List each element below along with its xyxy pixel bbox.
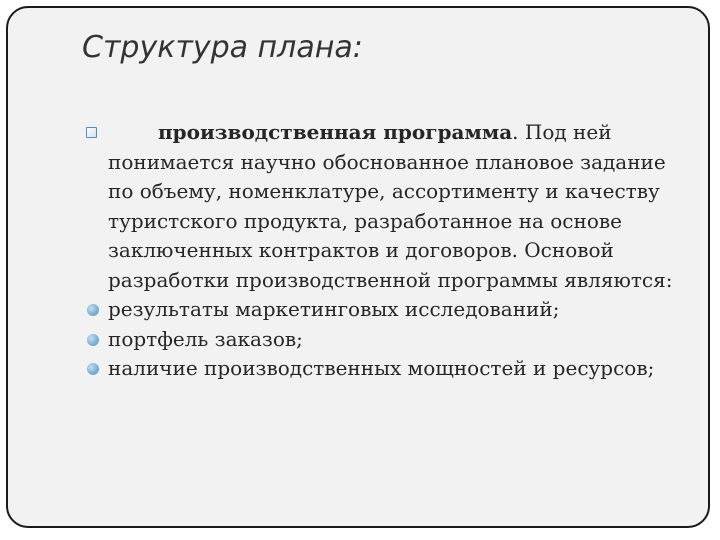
slide-title: Структура плана:: [82, 30, 363, 65]
circle-bullet-icon: [87, 363, 99, 375]
circle-bullet-icon: [87, 334, 99, 346]
list-item-text: результаты маркетинговых исследований;: [108, 297, 560, 321]
list-item: [86, 295, 686, 325]
list-item: [86, 325, 686, 355]
lead-bold-text: производственная программа: [158, 120, 513, 144]
checkbox-bullet-icon: [86, 127, 97, 138]
slide: [6, 6, 710, 528]
list-item: [86, 354, 686, 384]
slide-content: [86, 118, 686, 384]
list-item-text: наличие производственных мощностей и ресурсов;: [108, 356, 655, 380]
circle-bullet-icon: [87, 304, 99, 316]
list-item-text: портфель заказов;: [108, 326, 303, 351]
list-item-lead: [86, 118, 686, 295]
lead-rest-text: . Под ней понимается научно обоснованное плановое задание по объему, номенклатуре, ассортименту и качеству туристского продукта, разработанное на основе заключенных контрактов и договоров. Основой разработки производственной программы являются:: [108, 120, 673, 292]
